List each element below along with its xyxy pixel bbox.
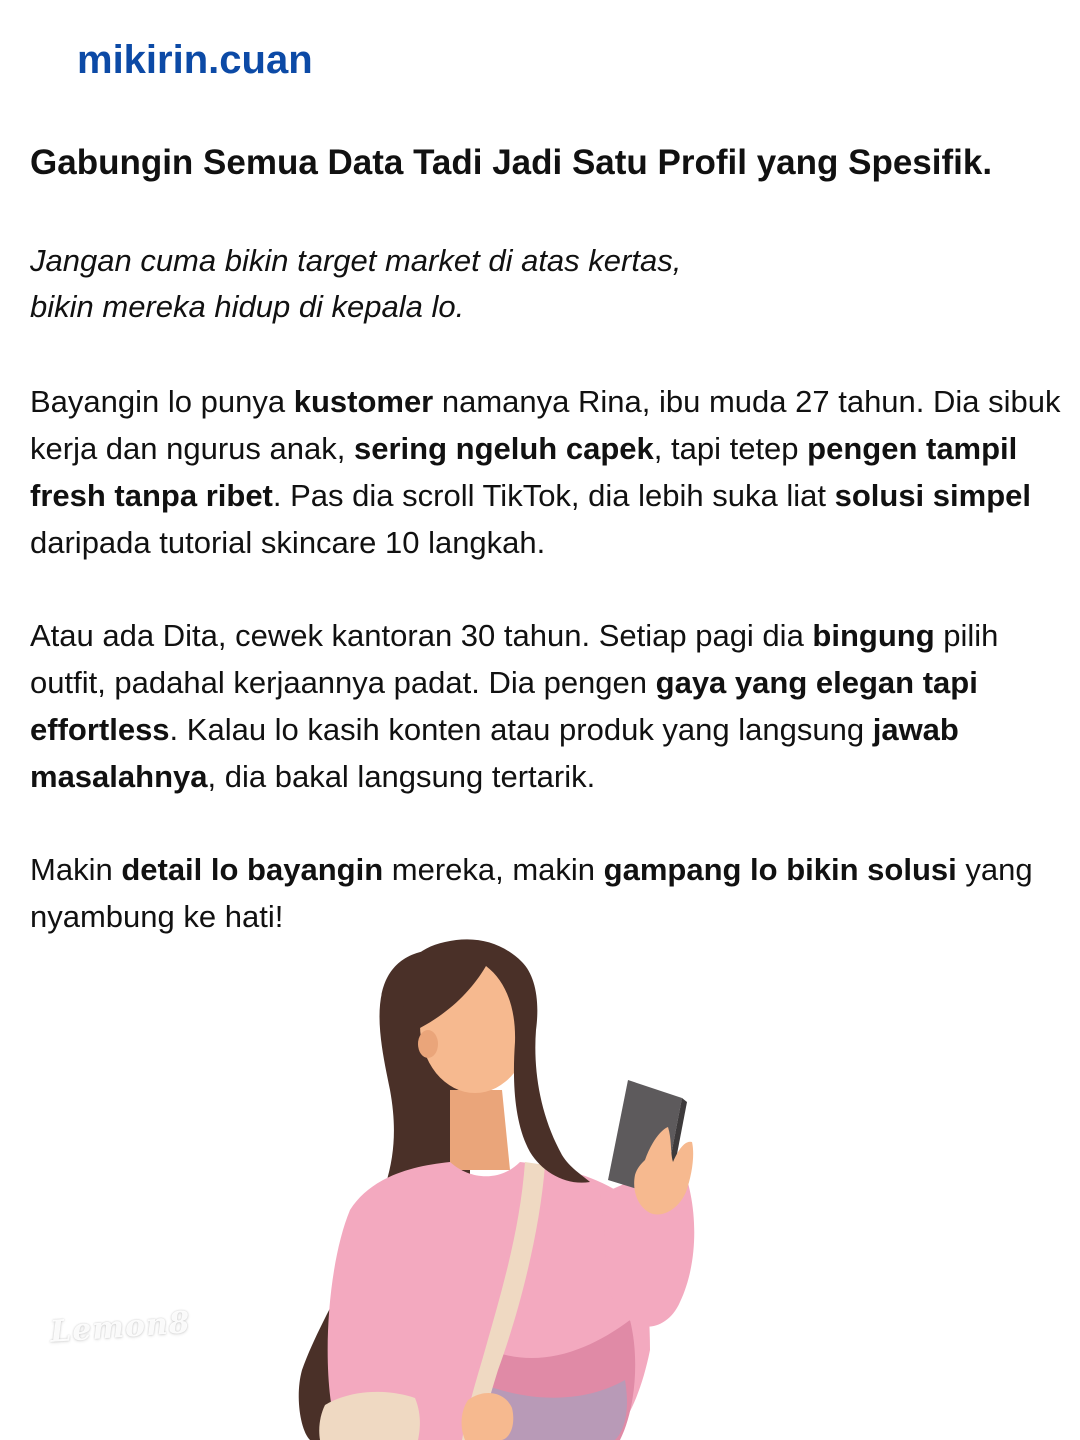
emphasis-text: jawab masalahnya (30, 712, 959, 794)
intro-quote (30, 238, 1010, 330)
body-text: pilih outfit, padahal kerjaannya padat. Dia pengen (30, 618, 999, 700)
watermark-text: Lemon8 (48, 1305, 192, 1350)
emphasis-text: gaya yang elegan tapi effortless (30, 665, 978, 747)
body-text: yang nyambung ke hati! (30, 852, 1033, 934)
quote-line-1: Jangan cuma bikin target market di atas kertas, (30, 243, 682, 278)
lower-hand (462, 1393, 514, 1440)
emphasis-text: kustomer (293, 384, 434, 419)
body-text: mereka, makin (383, 852, 604, 887)
body-text: Atau ada Dita, cewek kantoran 30 tahun. Setiap pagi dia (30, 618, 813, 653)
body-text: daripada tutorial skincare 10 langkah. (30, 525, 546, 560)
woman-with-phone-illustration (240, 930, 800, 1440)
body-text: . Kalau lo kasih konten atau produk yang langsung (169, 712, 873, 747)
emphasis-text: bingung (812, 618, 935, 653)
emphasis-text: pengen tampil fresh tanpa ribet (30, 431, 1018, 513)
body-text: , dia bakal langsung tertarik. (207, 759, 596, 794)
emphasis-text: detail lo bayangin (121, 852, 384, 887)
body-text: Bayangin lo punya (30, 384, 294, 419)
emphasis-text: sering ngeluh capek (354, 431, 654, 466)
body-text: namanya Rina, ibu muda 27 tahun. Dia sibuk kerja dan ngurus anak, (30, 384, 1061, 466)
page-title: Gabungin Semua Data Tadi Jadi Satu Profil yang Spesifik. (30, 143, 993, 182)
emphasis-text: solusi simpel (834, 478, 1031, 513)
quote-line-2: bikin mereka hidup di kepala lo. (30, 289, 465, 324)
body-text: Makin (30, 852, 122, 887)
paragraph-dita (30, 612, 1065, 800)
neck (450, 1090, 510, 1170)
brand-name: mikirin.cuan (77, 38, 313, 82)
ear (418, 1030, 438, 1058)
body-text: . Pas dia scroll TikTok, dia lebih suka liat (272, 478, 835, 513)
paragraph-closing (30, 846, 1065, 940)
emphasis-text: gampang lo bikin solusi (603, 852, 957, 887)
body-text: , tapi tetep (653, 431, 808, 466)
paragraph-rina (30, 378, 1065, 566)
